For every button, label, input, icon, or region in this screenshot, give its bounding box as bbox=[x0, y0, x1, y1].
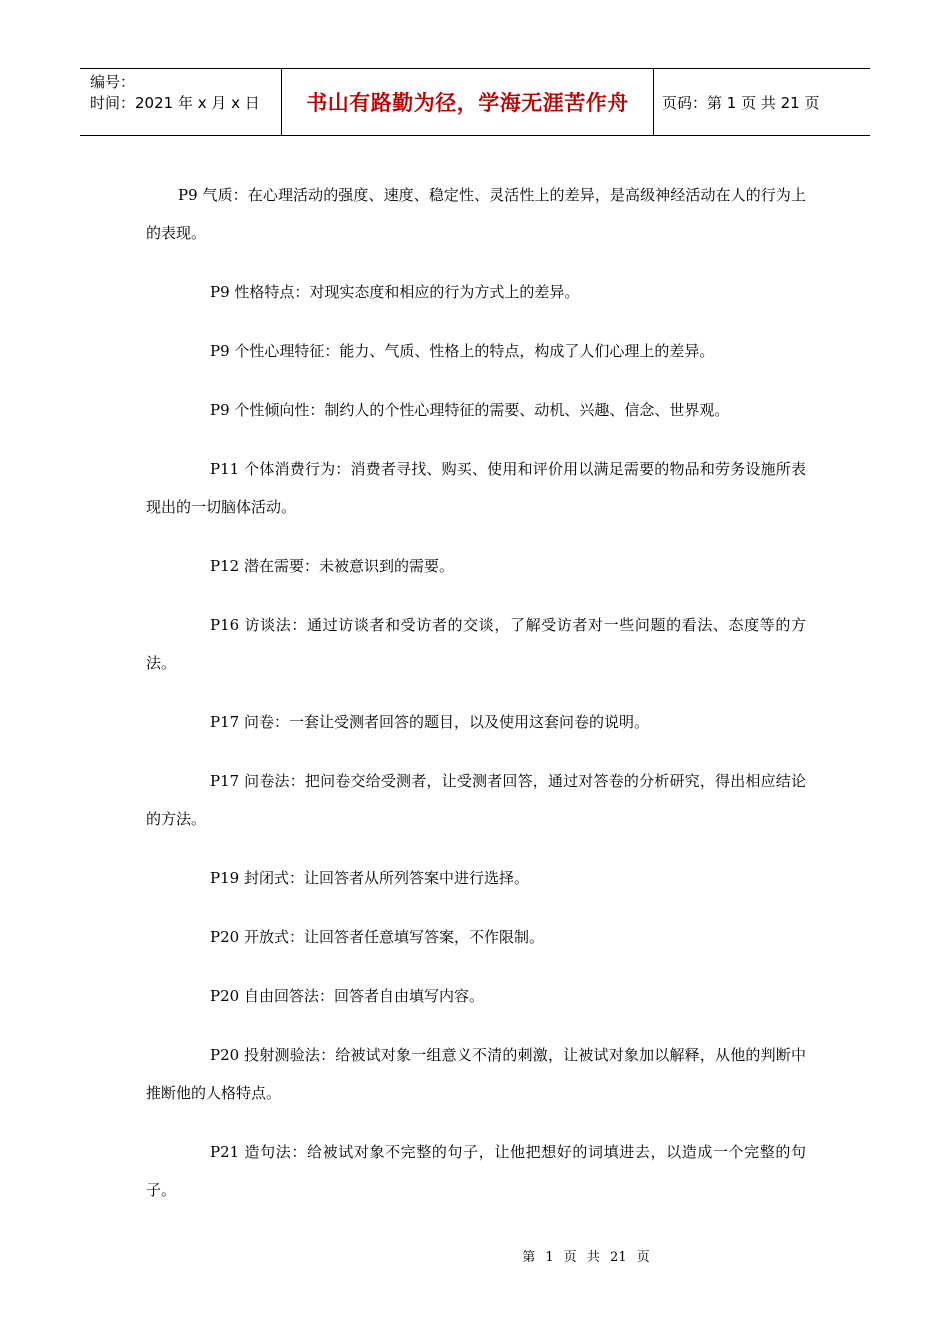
definition-paragraph: P9 性格特点：对现实态度和相应的行为方式上的差异。 bbox=[210, 283, 580, 301]
page-footer: 第 1 页 共 21 页 bbox=[522, 1250, 650, 1265]
definition-paragraph: P20 自由回答法：回答者自由填写内容。 bbox=[210, 987, 484, 1005]
header-motto: 书山有路勤为径，学海无涯苦作舟 bbox=[282, 69, 654, 135]
document-header bbox=[80, 68, 870, 136]
date-line: 时间：2021 年 x 月 x 日 bbox=[90, 94, 260, 112]
header-page-info: 页码：第 1 页 共 21 页 bbox=[662, 93, 820, 112]
document-body bbox=[146, 176, 806, 1230]
definition-paragraph: P16 访谈法：通过访谈者和受访者的交谈，了解受访者对一些问题的看法、态度等的方法。 bbox=[146, 616, 806, 672]
definition-paragraph: P17 问卷法：把问卷交给受测者，让受测者回答，通过对答卷的分析研究，得出相应结论的方法。 bbox=[146, 772, 806, 828]
definition-paragraph: P17 问卷：一套让受测者回答的题目，以及使用这套问卷的说明。 bbox=[210, 713, 649, 731]
definition-paragraph: P9 个性心理特征：能力、气质、性格上的特点，构成了人们心理上的差异。 bbox=[210, 342, 715, 360]
definition-paragraph: P21 造句法：给被试对象不完整的句子，让他把想好的词填进去，以造成一个完整的句子。 bbox=[146, 1143, 806, 1199]
definition-paragraph: P9 个性倾向性：制约人的个性心理特征的需要、动机、兴趣、信念、世界观。 bbox=[210, 401, 730, 419]
definition-paragraph: P12 潜在需要：未被意识到的需要。 bbox=[210, 557, 454, 575]
definition-paragraph: P11 个体消费行为：消费者寻找、购买、使用和评价用以满足需要的物品和劳务设施所表现出的一切脑体活动。 bbox=[146, 460, 806, 516]
definition-paragraph: P20 开放式：让回答者任意填写答案，不作限制。 bbox=[210, 928, 544, 946]
header-meta-cell bbox=[80, 69, 282, 135]
definition-paragraph: P9 气质：在心理活动的强度、速度、稳定性、灵活性上的差异，是高级神经活动在人的行为上的表现。 bbox=[146, 186, 806, 242]
serial-number-label: 编号： bbox=[90, 73, 136, 91]
definition-paragraph: P19 封闭式：让回答者从所列答案中进行选择。 bbox=[210, 869, 529, 887]
definition-paragraph: P20 投射测验法：给被试对象一组意义不清的刺激，让被试对象加以解释，从他的判断中推断他的人格特点。 bbox=[146, 1046, 806, 1102]
